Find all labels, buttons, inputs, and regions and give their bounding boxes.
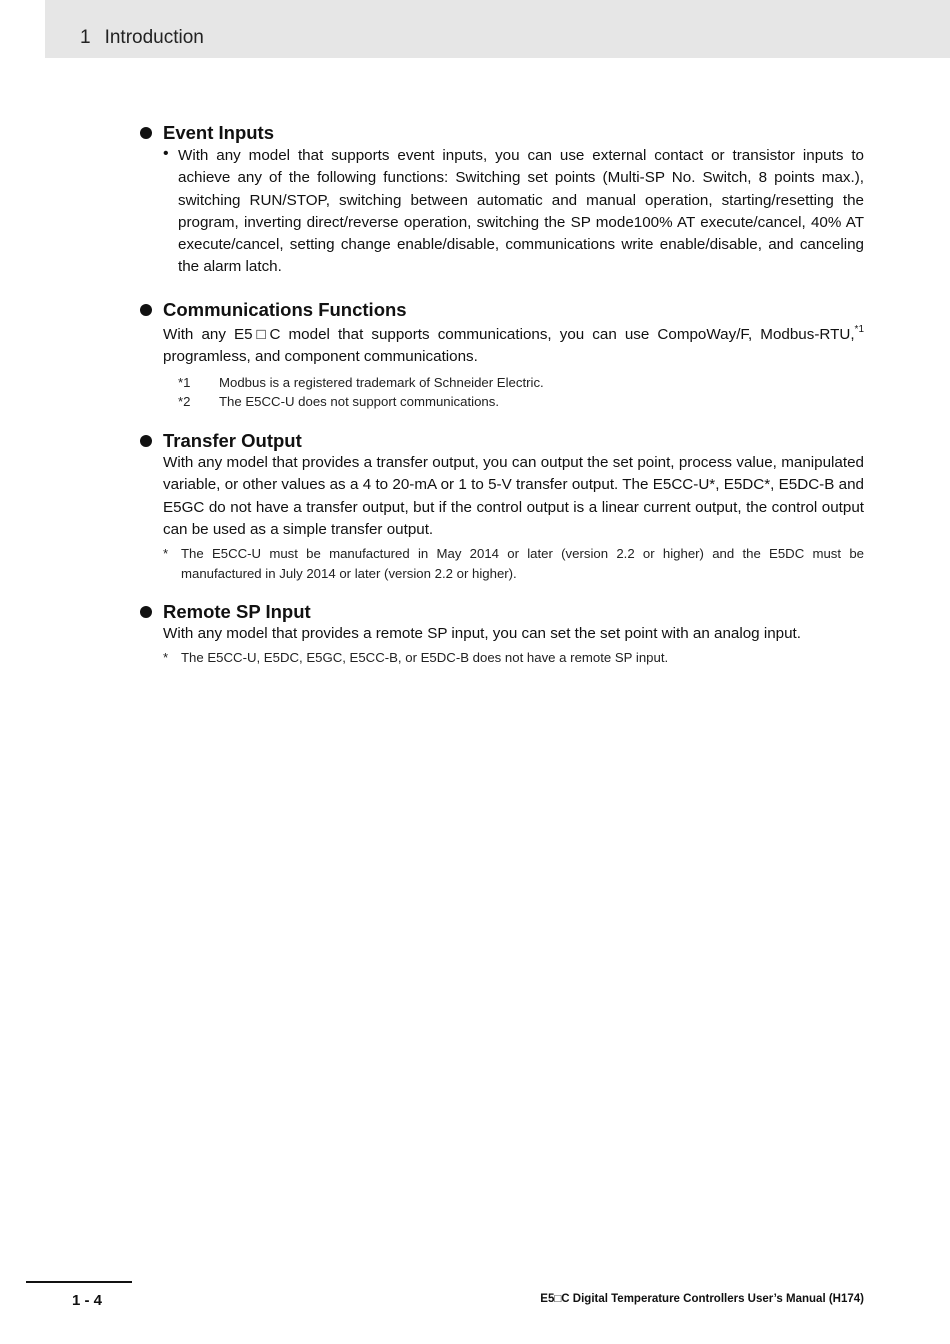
section-transfer-output bbox=[140, 429, 864, 584]
chapter-title: Introduction bbox=[104, 27, 204, 48]
footnote-ref: *1 bbox=[854, 324, 864, 335]
section-title: Event Inputs bbox=[140, 121, 864, 145]
filled-circle-icon bbox=[140, 435, 152, 447]
footer-divider bbox=[26, 1281, 132, 1283]
filled-circle-icon bbox=[140, 127, 152, 139]
bullet-text: With any model that supports event inputs, you can use external contact or transistor inputs to achieve any of the following functions: Switching set points (Multi-SP No. Switch, 8 points max.), switching RUN/STOP, switching between automatic and manual operation, starting/resetting the program, inverting direct/reverse operation, switching the SP mode100% AT execute/cancel, 40% AT execute/cancel, setting change enable/disable, communications write enable/disable, and canceling the alarm latch. bbox=[178, 147, 864, 276]
section-title: Transfer Output bbox=[140, 429, 864, 453]
filled-circle-icon bbox=[140, 606, 152, 618]
section-title: Communications Functions bbox=[140, 298, 864, 322]
filled-circle-icon bbox=[140, 304, 152, 316]
footnotes bbox=[178, 373, 864, 411]
chapter-heading bbox=[80, 27, 204, 49]
section-note: * The E5CC-U must be manufactured in May 2014 or later (version 2.2 or higher) and the E5DC must be manufactured in July 2014 or later (version 2.2 or higher). bbox=[163, 546, 864, 582]
section-body: With any model that provides a remote SP input, you can set the set point with an analog input. bbox=[163, 625, 801, 642]
section-remote-sp-input bbox=[140, 600, 864, 668]
bullet-icon: • bbox=[163, 145, 169, 162]
section-body: With any model that provides a transfer output, you can output the set point, process value, manipulated variable, or other values as a 4 to 20-mA or 1 to 5-V transfer output. The E5CC-U*, E5DC*, E5DC-B and E5GC do not have a transfer output, but if the control output is a linear current output, the control output can be used as a simple transfer output. bbox=[163, 454, 864, 538]
footnote: *2 The E5CC-U does not support communications. bbox=[178, 393, 499, 409]
bullet-item bbox=[163, 145, 864, 279]
manual-title: E5□C Digital Temperature Controllers User’s Manual (H174) bbox=[540, 1293, 864, 1305]
section-body: With any E5□C model that supports communications, you can use CompoWay/F, Modbus-RTU,$^{*1}$ programless, and component communications. bbox=[163, 324, 864, 366]
footnote: *1 Modbus is a registered trademark of Schneider Electric. bbox=[178, 374, 544, 390]
page-number: 1 - 4 bbox=[72, 1292, 103, 1309]
chapter-header bbox=[45, 0, 950, 58]
section-title: Remote SP Input bbox=[140, 600, 864, 624]
chapter-number: 1 bbox=[80, 27, 91, 48]
section-communications-functions bbox=[140, 298, 864, 411]
section-event-inputs bbox=[140, 121, 864, 279]
section-note: * The E5CC-U, E5DC, E5GC, E5CC-B, or E5DC-B does not have a remote SP input. bbox=[163, 650, 669, 666]
